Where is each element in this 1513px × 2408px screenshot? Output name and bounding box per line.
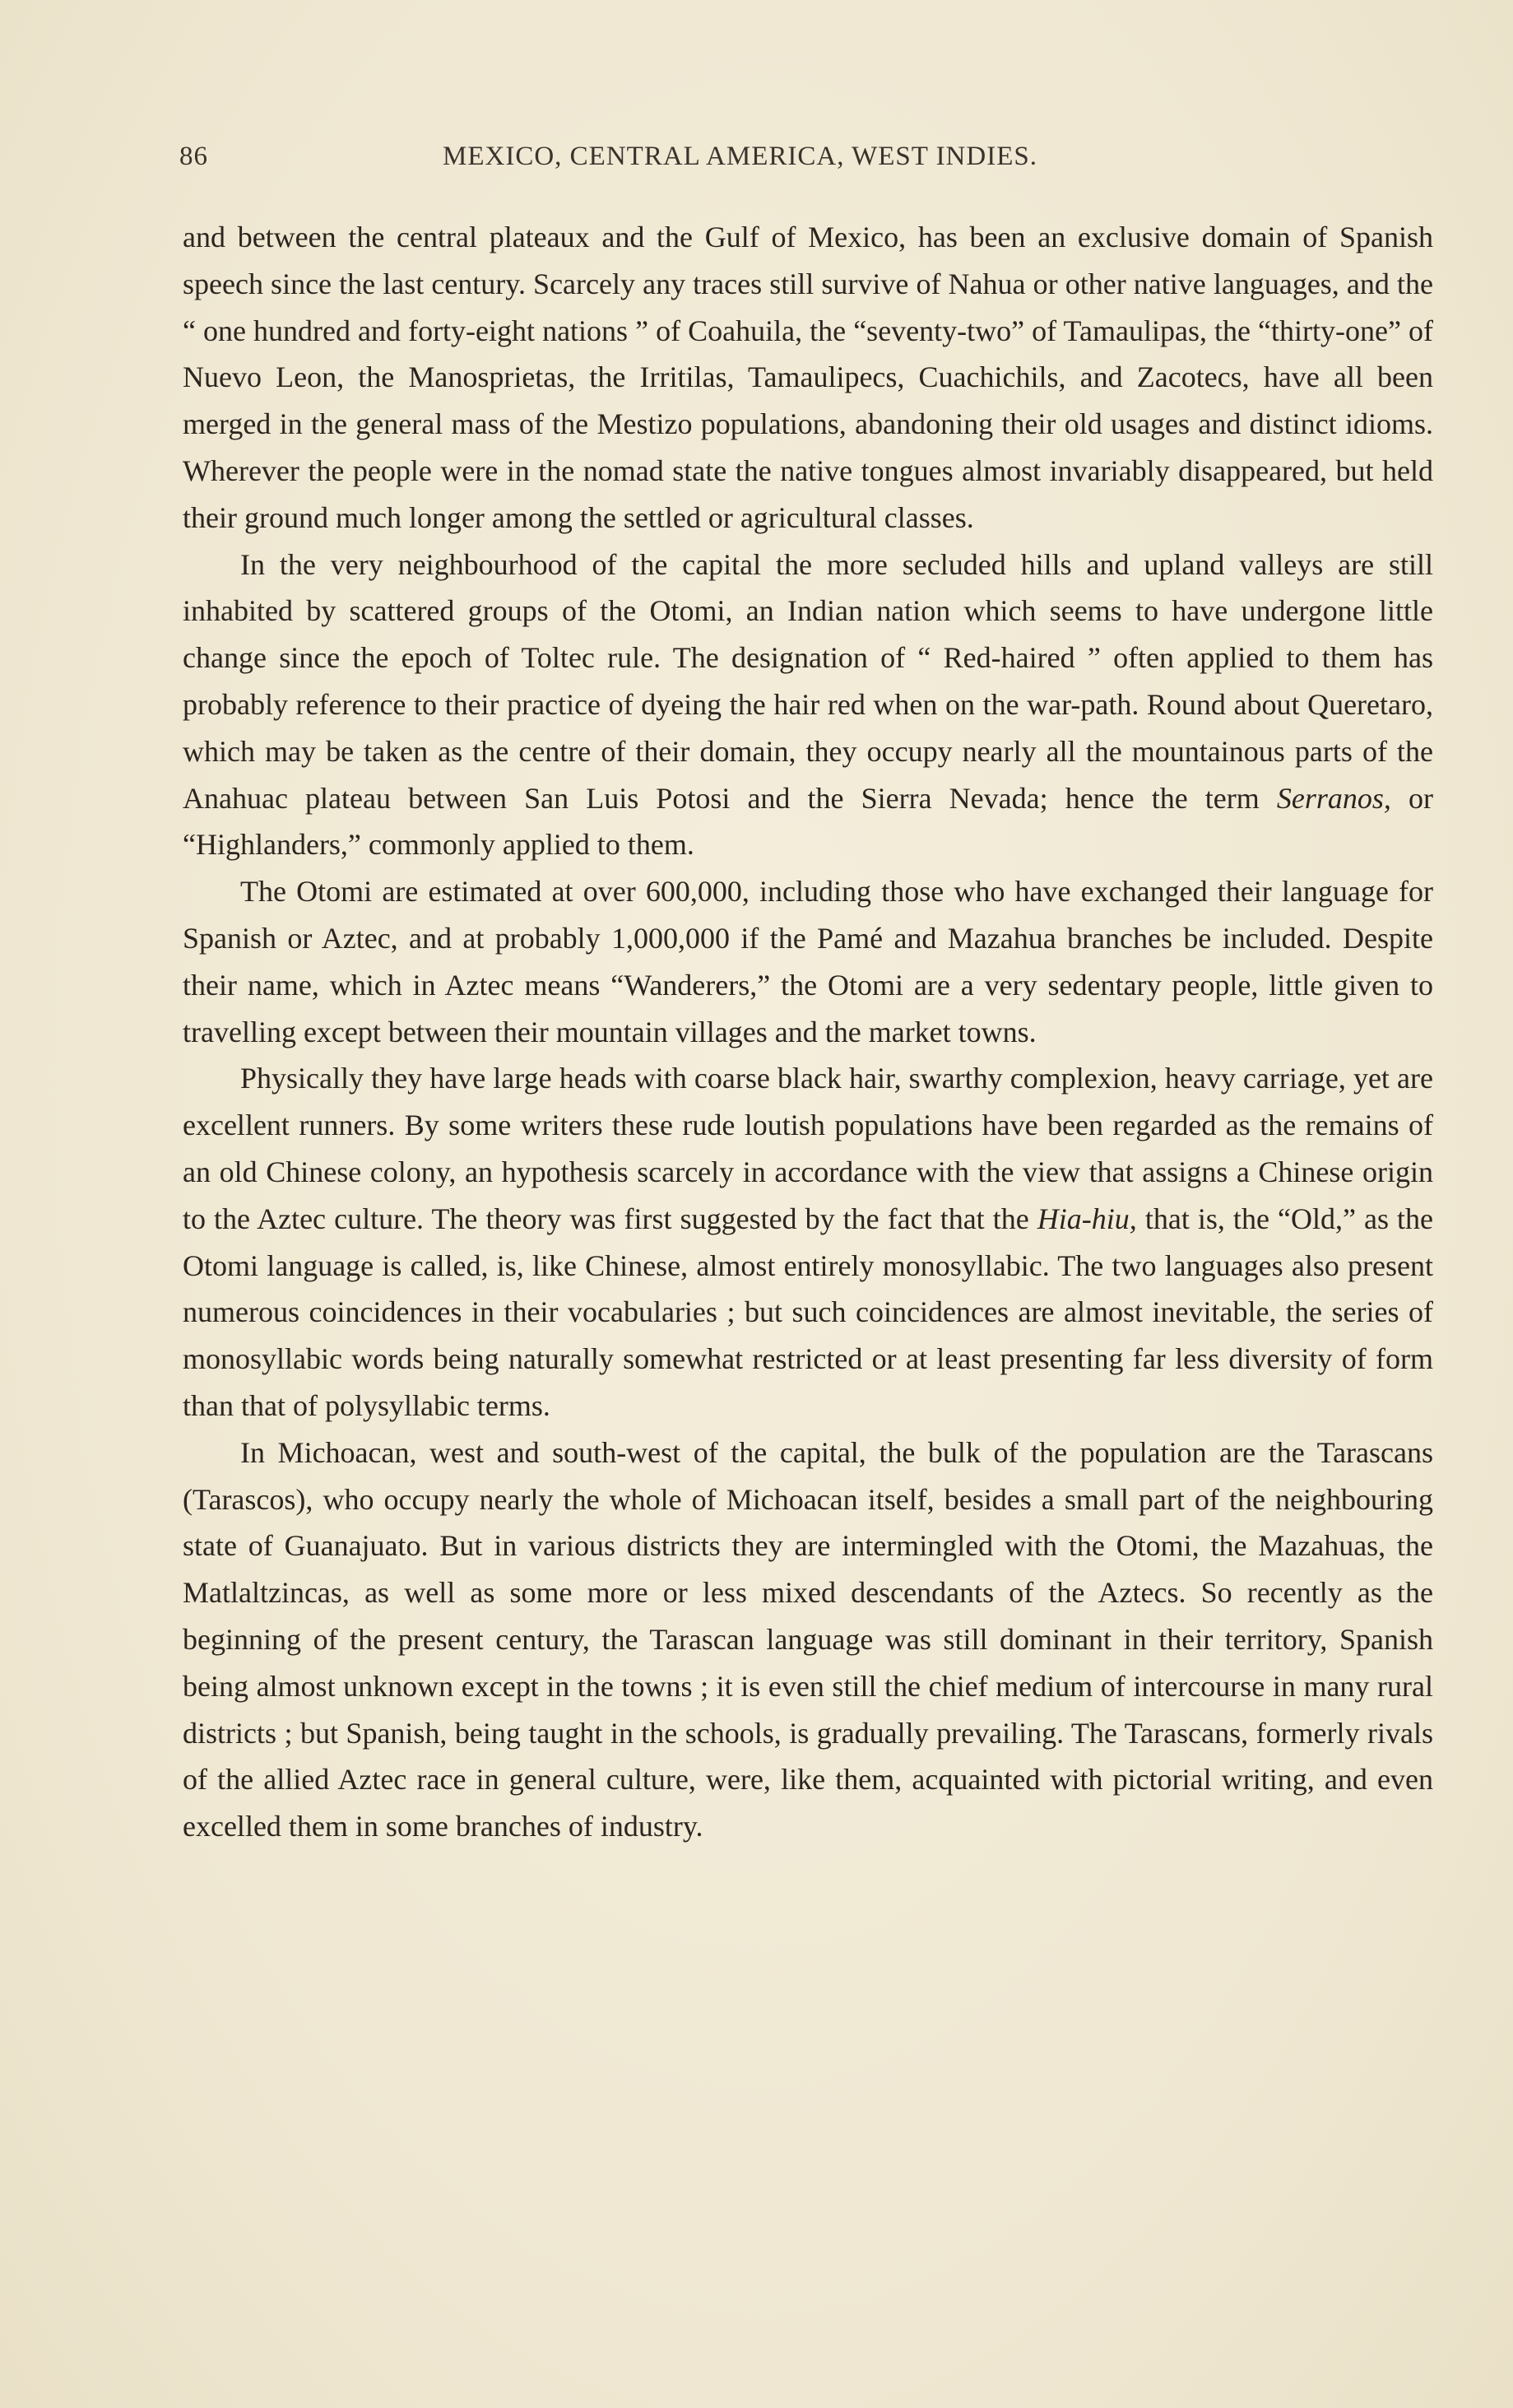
page-header-title: MEXICO, CENTRAL AMERICA, WEST INDIES. <box>443 142 1037 171</box>
paragraph-3: The Otomi are estimated at over 600,000, including those who have exchanged their language for Spanish or Aztec, and at probably 1,000,000 if the Pamé and Mazahua branches be included. Despite their name, which in Aztec means “Wanderers,” the Otomi are a very sedentary people, little given to travelling except between their mountain villages and the market towns. <box>183 875 1433 1048</box>
paragraph-5: In Michoacan, west and south-west of the capital, the bulk of the population are the Tarascans (Tarascos), who occupy nearly the whole of Michoacan itself, besides a small part of the neighbouring state of Guanajuato. But in various districts they are intermingled with the Otomi, the Mazahuas, the Matlaltzincas, as well as some more or less mixed descendants of the Aztecs. So recently as the beginning of the present century, the Tarascan language was still dominant in their territory, Spanish being almost unknown except in the towns ; it is even still the chief medium of intercourse in many rural districts ; but Spanish, being taught in the schools, is gradually prevailing. The Tarascans, formerly rivals of the allied Aztec race in general culture, were, like them, acquainted with pictorial writing, and even excelled them in some branches of industry. <box>183 1435 1433 1843</box>
paragraph-1: and between the central plateaux and the Gulf of Mexico, has been an exclusive domain of Spanish speech since the last century. Scarcely any traces still survive of Nahua or other native languages, and the “ one hundred and forty-eight nations ” of Coahuila, the “seventy-two” of Tamaulipas, the “thirty-one” of Nuevo Leon, the Manosprietas, the Irritilas, Tamaulipecs, Cuachichils, and Zacotecs, have all been merged in the general mass of the Mestizo populations, abandoning their old usages and distinct idioms. Wherever the people were in the nomad state the native tongues almost invariably disappeared, but held their ground much longer among the settled or agricultural classes. <box>183 221 1433 534</box>
paragraph-2-text: In the very neighbourhood of the capital the more secluded hills and upland valleys are still inhabited by scattered groups of the Otomi, an Indian nation which seems to have undergone little change since the epoch of Toltec rule. The designation of “ Red-haired ” often applied to them has probably reference to their practice of dyeing the hair red when on the war-path. Round about Queretaro, which may be taken as the centre of their domain, they occupy nearly all the mountainous parts of the Anahuac plateau between San Luis Potosi and the Sierra Nevada; hence the term <box>183 547 1433 815</box>
paragraph-2-text-end: or “Highlanders,” commonly applied to them. <box>183 781 1433 862</box>
page-number: 86 <box>179 142 208 171</box>
paragraph-4 <box>183 1055 1433 1429</box>
italic-term-serranos: Serranos, <box>1276 781 1391 815</box>
running-head <box>179 142 1438 174</box>
italic-term-hia-hiu: Hia-hiu, <box>1037 1202 1137 1235</box>
body-text <box>183 214 1433 1850</box>
paragraph-2 <box>183 542 1433 869</box>
paragraph-4-text: Physically they have large heads with coarse black hair, swarthy complexion, heavy carriage, yet are excellent runners. By some writers these rude loutish populations have been regarded as the remains of an old Chinese colony, an hypothesis scarcely in accordance with the view that assigns a Chinese origin to the Aztec culture. The theory was first suggested by the fact that the <box>183 1062 1433 1235</box>
paragraph-4-text-end: that is, the “Old,” as the Otomi language is called, is, like Chinese, almost entirely monosyllabic. The two languages also present numerous coincidences in their vocabularies ; but such coincidences are almost inevitable, the series of monosyllabic words being naturally somewhat restricted or at least presenting far less diversity of form than that of polysyllabic terms. <box>183 1202 1434 1422</box>
